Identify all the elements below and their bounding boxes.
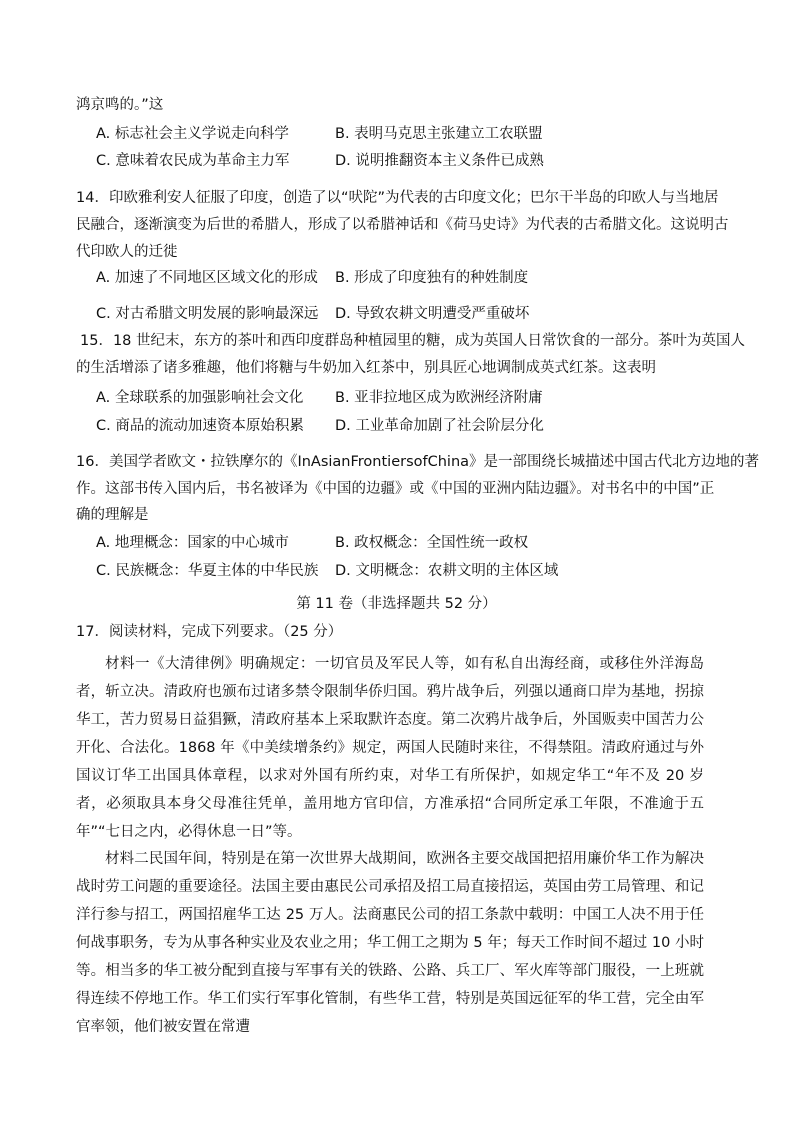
q13-option-c: C. 意味着农民成为革命主力军 (96, 153, 290, 169)
q15-option-a: A. 全球联系的加强影响社会文化 (96, 390, 304, 406)
q16-stem-line-3: 确的理解是 (76, 507, 149, 523)
q17-material-2: 材料二民国年间，特别是在第一次世界大战期间，欧洲各主要交战国把招用廉价华工作为解决战时劳工问题的重要途径。法国主要由惠民公司承招及招工局直接招运，英国由劳工局管理、和记洋行参与招工，两国招雇华工达 25 万人。法商惠民公司的招工条款中载明：中国工人决不用于任何战事职务，专为从事各种实业及农业之用；华工佣工之期为 5 年；每天工作时间不超过 10 小时等。相当多的华工被分配到直接与军事有关的铁路、公路、兵工厂、军火库等部门服役，一上班就得连续不停地工作。华工们实行军事化管制，有些华工营，特别是英国远征军的华工营，完全由军官率领，他们被安置在常遭 (76, 851, 704, 1035)
q14-option-a: A. 加速了不同地区区域文化的形成 (96, 270, 318, 286)
q13-option-d: D. 说明推翻资本主义条件已成熟 (335, 153, 544, 169)
q16-option-b: B. 政权概念：全国性统一政权 (335, 535, 529, 551)
q17-stem: 17．阅读材料，完成下列要求。（25 分） (76, 624, 343, 640)
q14-option-c: C. 对古希腊文明发展的影响最深远 (96, 306, 319, 322)
q14-option-b: B. 形成了印度独有的种姓制度 (335, 270, 529, 286)
q15-stem-line-1: 15．18 世纪末，东方的茶叶和西印度群岛种植园里的糖，成为英国人日常饮食的一部分。茶叶为英国人 (80, 333, 746, 349)
q15-option-b: B. 亚非拉地区成为欧洲经济附庸 (335, 390, 543, 406)
q16-stem-line-1: 16．美国学者欧文・拉铁摩尔的《InAsianFrontiersofChina》是一部围绕长城描述中国古代北方边地的著 (76, 454, 760, 470)
q14-stem-line-1: 14．印欧雅利安人征服了印度，创造了以“吠陀”为代表的古印度文化；巴尔干半岛的印欧人与当地居 (76, 190, 719, 206)
q16-stem-line-2: 作。这部书传入国内后，书名被译为《中国的边疆》或《中国的亚洲内陆边疆》。对书名中的中国”正 (76, 481, 715, 497)
section-title: 第 11 卷（非选择题共 52 分） (296, 596, 497, 612)
q13-tail-text: 鸿京鸣的。”这 (76, 97, 164, 113)
q13-option-b: B. 表明马克思主张建立工农联盟 (335, 126, 543, 142)
q17-material-1: 材料一《大清律例》明确规定：一切官员及军民人等，如有私自出海经商，或移住外洋海岛者，斩立决。清政府也颁布过诸多禁令限制华侨归国。鸦片战争后，列强以通商口岸为基地，拐掠华工，苦力贸易日益猖獗，清政府基本上采取默许态度。第二次鸦片战争后，外国贩卖中国苦力公开化、合法化。1868 年《中美续增条约》规定，两国人民随时来往，不得禁阻。清政府通过与外国议订华工出国具体章程，以求对外国有所约束，对华工有所保护，如规定华工“年不及 20 岁者，必须取具本身父母准往凭单，盖用地方官印信，方准承招“合同所定承工年限，不准逾于五年”“七日之内，必得休息一日”等。 (76, 656, 704, 840)
q16-option-c: C. 民族概念：华夏主体的中华民族 (96, 563, 319, 579)
q16-option-d: D. 文明概念：农耕文明的主体区域 (335, 563, 559, 579)
q16-option-a: A. 地理概念：国家的中心城市 (96, 535, 289, 551)
q15-option-c: C. 商品的流动加速资本原始积累 (96, 418, 304, 434)
q13-option-a: A. 标志社会主义学说走向科学 (96, 126, 289, 142)
q15-option-d: D. 工业革命加剧了社会阶层分化 (335, 418, 544, 434)
q15-stem-line-2: 的生活增添了诸多雅趣，他们将糖与牛奶加入红茶中，别具匠心地调制成英式红茶。这表明 (76, 360, 656, 376)
q14-option-d: D. 导致农耕文明遭受严重破坏 (335, 306, 530, 322)
q14-stem-line-3: 代印欧人的迁徙 (76, 244, 178, 260)
q14-stem-line-2: 民融合，逐渐演变为后世的希腊人，形成了以希腊神话和《荷马史诗》为代表的古希腊文化。这说明古 (76, 217, 729, 233)
